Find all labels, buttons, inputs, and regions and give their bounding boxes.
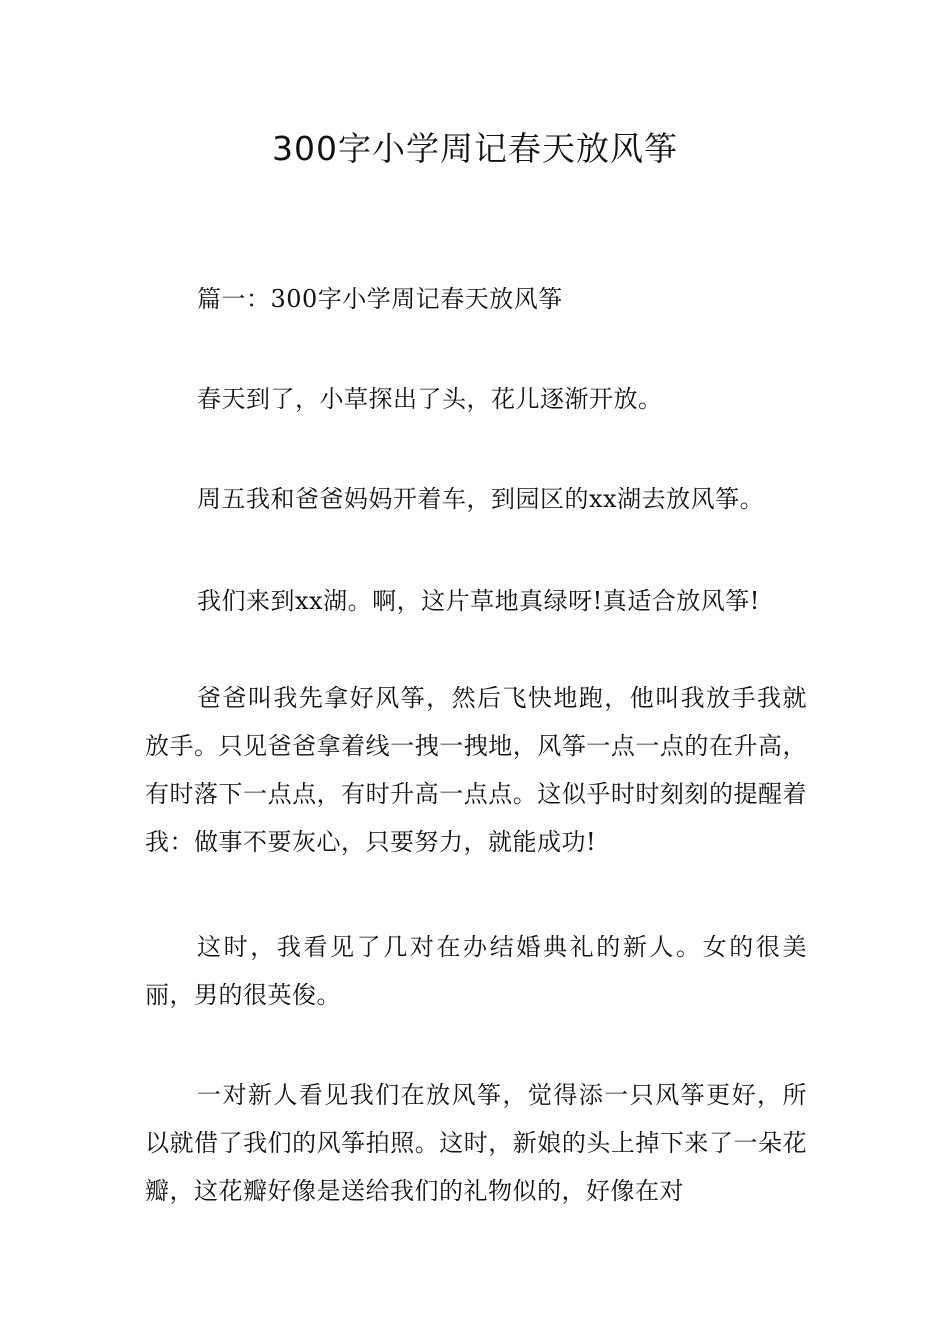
paragraph: 春天到了，小草探出了头，花儿逐渐开放。 — [197, 385, 663, 413]
document-title: 300字小学周记春天放风筝 — [272, 129, 678, 168]
paragraph: 周五我和爸爸妈妈开着车，到园区的xx湖去放风筝。 — [197, 485, 765, 513]
paragraph: 一对新人看见我们在放风筝，觉得添一只风筝更好，所以就借了我们的风筝拍照。这时，新娘的头上掉下来了一朵花瓣，这花瓣好像是送给我们的礼物似的，好像在对 — [145, 1081, 807, 1205]
paragraph: 爸爸叫我先拿好风筝，然后飞快地跑，他叫我放手我就放手。只见爸爸拿着线一拽一拽地，风筝一点一点的在升高，有时落下一点点，有时升高一点点。这似乎时时刻刻的提醒着我：做事不要灰心，只要努力，就能成功! — [145, 684, 807, 856]
paragraph: 这时，我看见了几对在办结婚典礼的新人。女的很美丽，男的很英俊。 — [145, 933, 807, 1009]
paragraph: 我们来到xx湖。啊，这片草地真绿呀!真适合放风筝! — [197, 587, 760, 615]
paragraph-section-heading: 篇一：300字小学周记春天放风筝 — [197, 285, 563, 313]
